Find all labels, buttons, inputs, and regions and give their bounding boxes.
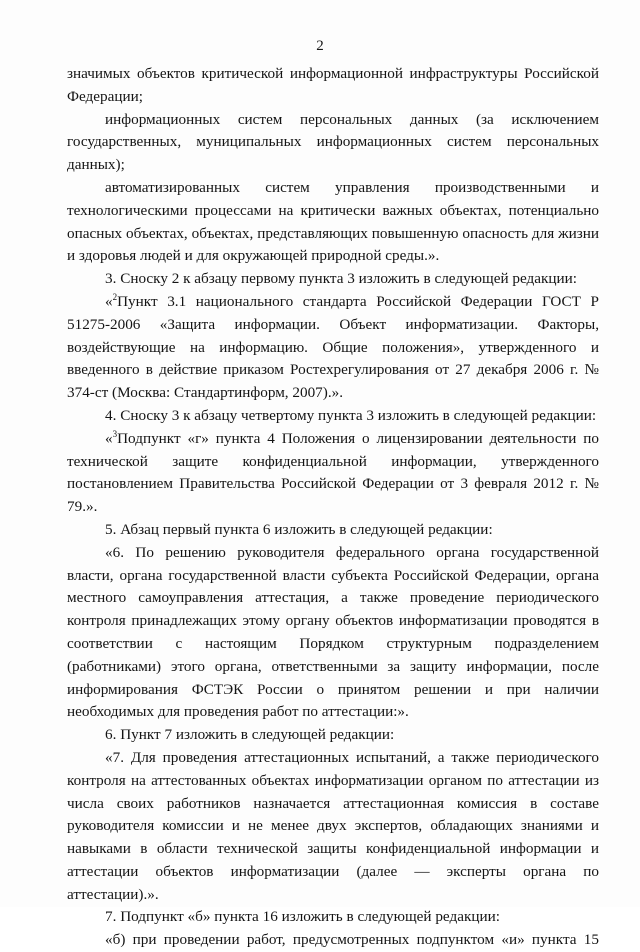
paragraph-12: 7. Подпункт «б» пункта 16 изложить в следующей редакции: xyxy=(105,908,500,926)
paragraph-11: «7. Для проведения аттестационных испытаний, а также периодического контроля на аттестованных объектах информатизации органом по аттестации из числа своих работников назначается аттестационная комиссия в составе руководителя комиссии и не менее двух экспертов, обладающих знаниями и навыками в области технической защиты конфиденциальной информации и аттестации объектов информатизации (далее — эксперты органа по аттестации).». xyxy=(67,748,599,903)
paragraph-9: «6. По решению руководителя федерального органа государственной власти, органа государственной власти субъекта Российской Федерации, органа местного самоуправления аттестация, а также проведение периодического контроля принадлежащих этому органу объектов информатизации проводятся в соответствии с настоящим Порядком структурным подразделением (работниками) этого органа, ответственными за защиту информации, после информирования ФСТЭК России о принятом решении и при наличии необходимых для проведения работ по аттестации:». xyxy=(67,543,599,721)
paragraph-3: автоматизированных систем управления производственными и технологическими процессами на критически важных объектах, потенциально опасных объектах, объектах, представляющих повышенную опасность для жизни и здоровья людей и для окружающей природной среды.». xyxy=(67,178,599,265)
paragraph-8: 5. Абзац первый пункта 6 изложить в следующей редакции: xyxy=(105,520,493,538)
paragraph-1: значимых объектов критической информационной инфраструктуры Российской Федерации; xyxy=(67,65,599,105)
paragraph-6: 4. Сноску 3 к абзацу четвертому пункта 3 изложить в следующей редакции: xyxy=(105,406,597,424)
paragraph-4: 3. Сноску 2 к абзацу первому пункта 3 изложить в следующей редакции: xyxy=(105,270,577,288)
paragraph-2: информационных систем персональных данных (за исключением государственных, муниципальных информационных систем персональных данных); xyxy=(67,110,599,174)
page-number: 2 xyxy=(316,38,324,54)
footnote-marker: 3 xyxy=(112,428,118,439)
paragraph-7-footnote-3: «$^3$Подпункт «г» пункта 4 Положения о лицензировании деятельности по технической защите конфиденциальной информации, утвержденного постановлением Правительства Российской Федерации от 3 февраля 2012 г. № 79.». xyxy=(67,428,599,516)
paragraph-13: «б) при проведении работ, предусмотренных подпунктом «и» пункта 15 xyxy=(105,931,599,949)
footnote-marker: 2 xyxy=(112,291,118,302)
document-body xyxy=(67,63,599,952)
paragraph-5-footnote-2: «$^2$Пункт 3.1 национального стандарта Российской Федерации ГОСТ Р 51275-2006 «Защита информации. Объект информатизации. Факторы, воздействующие на информацию. Общие положения», утвержденного и введенного в действие приказом Ростехрегулирования от 27 декабря 2006 г. № 374-ст (Москва: Стандартинформ, 2007).». xyxy=(67,291,599,402)
paragraph-10: 6. Пункт 7 изложить в следующей редакции: xyxy=(105,726,395,744)
